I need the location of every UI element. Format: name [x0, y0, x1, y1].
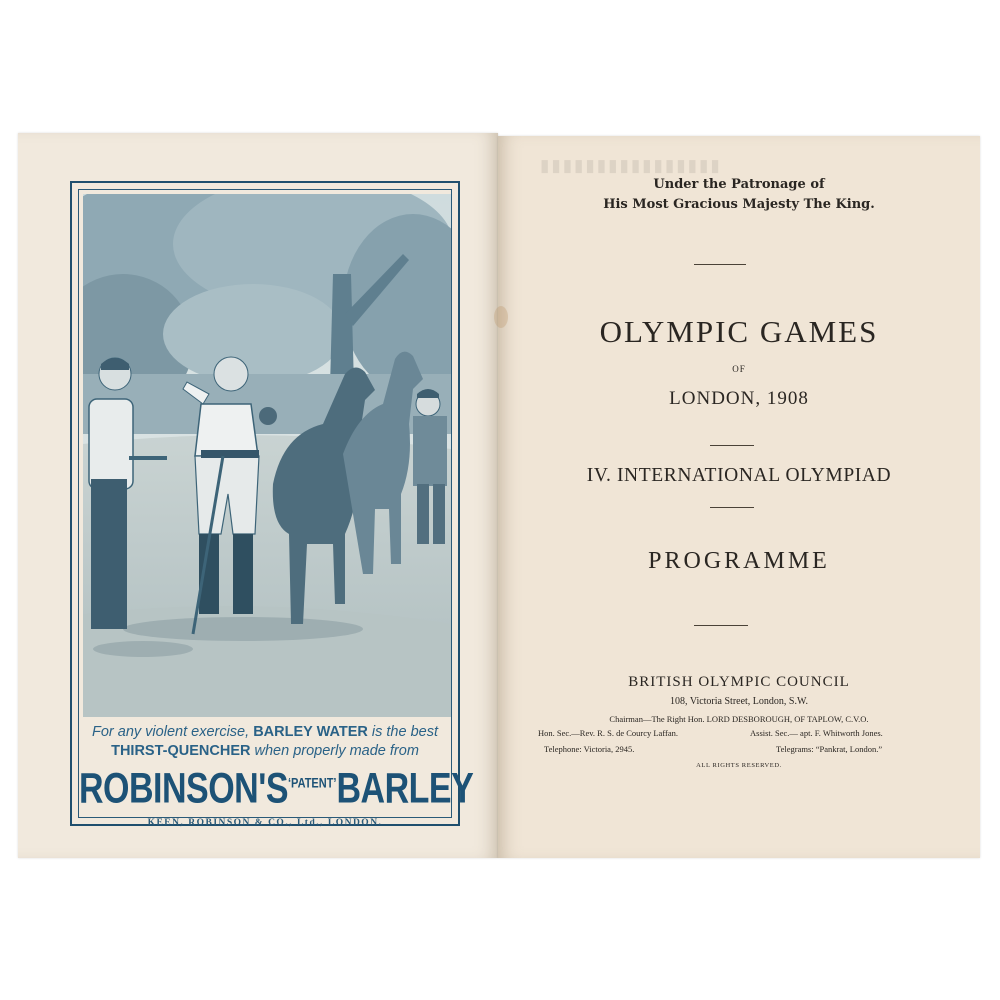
show-through-text: ▮▮▮▮▮▮▮▮▮▮▮▮▮▮▮▮ [538, 156, 720, 175]
ad-slogan-text: For any violent exercise, [92, 724, 254, 740]
programme-heading: PROGRAMME [648, 548, 830, 574]
chairman-line: Chairman—The Right Hon. LORD DESBOROUGH, OF TAPLOW, C.V.O. [609, 714, 869, 724]
advertisement-copy [79, 723, 474, 828]
ad-slogan-text: is the best [367, 724, 438, 740]
hon-secretary: Hon. Sec.—Rev. R. S. de Courcy Laffan. [538, 728, 678, 738]
patronage-line-2: His Most Gracious Majesty The King. [603, 197, 875, 212]
polo-illustration [83, 194, 451, 717]
divider-rule [694, 264, 746, 265]
assistant-secretary: Assist. Sec.— apt. F. Whitworth Jones. [750, 728, 883, 738]
ad-brand-name [79, 765, 474, 814]
ad-slogan-line-2 [79, 742, 451, 761]
left-page-advertisement [18, 133, 498, 858]
divider-rule [710, 507, 754, 508]
city-year: LONDON, 1908 [669, 388, 809, 409]
telegrams: Telegrams: “Pankrat, London.” [776, 744, 883, 754]
main-title: OLYMPIC GAMES [599, 314, 879, 349]
rights-reserved: ALL RIGHTS RESERVED. [696, 762, 782, 769]
brand-word: BARLEY [336, 765, 474, 813]
right-page-title [498, 136, 980, 858]
polo-scene-drawing [83, 194, 451, 717]
title-of: OF [732, 364, 746, 374]
ad-slogan-text: when properly made from [250, 743, 419, 759]
divider-rule [694, 625, 748, 626]
telephone: Telephone: Victoria, 2945. [544, 744, 635, 754]
council-name: BRITISH OLYMPIC COUNCIL [628, 674, 850, 690]
ad-maker: KEEN, ROBINSON & CO., Ltd., LONDON. [147, 818, 383, 828]
advertisement-frame [70, 181, 474, 828]
ad-slogan-emphasis: BARLEY WATER [253, 724, 368, 740]
olympiad-title: IV. INTERNATIONAL OLYMPIAD [586, 465, 892, 486]
ad-slogan-emphasis: THIRST-QUENCHER [111, 743, 251, 759]
divider-rule [710, 445, 754, 446]
advertisement-inner-border [78, 189, 474, 828]
council-address: 108, Victoria Street, London, S.W. [670, 696, 808, 707]
ad-slogan-line-1 [79, 723, 451, 742]
brand-patent-mark: ‘PATENT’ [288, 776, 337, 792]
brand-word: ROBINSON'S [79, 765, 288, 813]
patronage-line-1: Under the Patronage of [653, 177, 825, 192]
